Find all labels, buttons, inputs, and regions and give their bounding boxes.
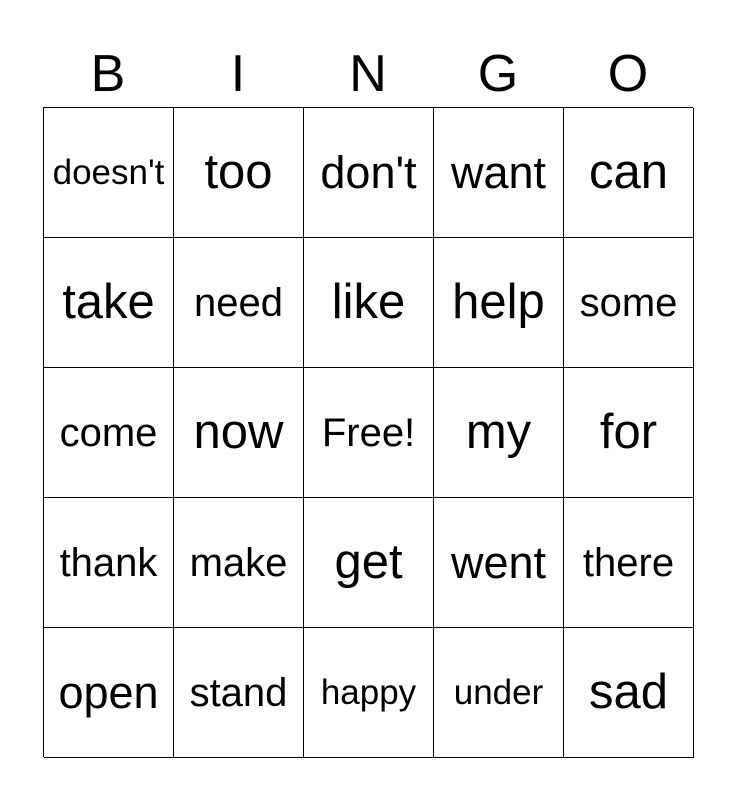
cell-word: can: [588, 145, 668, 199]
header-letter-n: N: [349, 45, 387, 103]
cell-word: my: [465, 405, 532, 459]
header-letter-b: B: [90, 45, 126, 103]
cell-word: like: [331, 275, 406, 329]
cell-word: under: [453, 673, 544, 712]
cell-word: sad: [588, 665, 668, 719]
free-space-label: Free!: [321, 410, 416, 455]
bingo-cell[interactable]: [434, 628, 564, 758]
cell-word: need: [194, 280, 283, 325]
bingo-cell[interactable]: [174, 628, 304, 758]
bingo-cell[interactable]: [174, 498, 304, 628]
cell-word: open: [58, 667, 159, 718]
bingo-cell[interactable]: [564, 498, 694, 628]
header-letter-g: G: [477, 45, 519, 103]
cell-word: come: [59, 410, 158, 455]
bingo-cell[interactable]: [44, 628, 174, 758]
cell-word: there: [582, 540, 675, 585]
bingo-cell[interactable]: [564, 368, 694, 498]
bingo-board: [43, 107, 693, 757]
cell-word: don't: [320, 147, 417, 198]
cell-word: take: [62, 275, 155, 329]
cell-word: want: [450, 147, 547, 198]
bingo-cell[interactable]: [434, 368, 564, 498]
header-letter-o: O: [607, 45, 649, 103]
cell-word: some: [579, 280, 678, 325]
bingo-cell[interactable]: [304, 628, 434, 758]
bingo-cell[interactable]: [304, 108, 434, 238]
header-letter-i: I: [230, 45, 246, 103]
cell-word: get: [334, 535, 403, 589]
bingo-cell[interactable]: [434, 238, 564, 368]
cell-word: too: [204, 145, 273, 199]
bingo-cell[interactable]: [304, 238, 434, 368]
bingo-cell[interactable]: [44, 238, 174, 368]
cell-word: happy: [320, 673, 417, 712]
cell-word: for: [599, 405, 658, 459]
bingo-cell[interactable]: [174, 238, 304, 368]
bingo-cell[interactable]: [44, 108, 174, 238]
free-space-cell[interactable]: [304, 368, 434, 498]
bingo-cell[interactable]: [44, 368, 174, 498]
cell-word: doesn't: [52, 153, 165, 192]
bingo-cell[interactable]: [174, 368, 304, 498]
bingo-cell[interactable]: [434, 498, 564, 628]
cell-word: make: [189, 540, 288, 585]
cell-word: stand: [189, 670, 288, 715]
bingo-cell[interactable]: [304, 498, 434, 628]
bingo-header: [43, 44, 693, 104]
cell-word: went: [450, 537, 547, 588]
cell-word: thank: [59, 540, 158, 585]
cell-word: now: [193, 405, 284, 459]
bingo-cell[interactable]: [174, 108, 304, 238]
bingo-cell[interactable]: [44, 498, 174, 628]
bingo-cell[interactable]: [434, 108, 564, 238]
bingo-cell[interactable]: [564, 108, 694, 238]
bingo-cell[interactable]: [564, 238, 694, 368]
bingo-cell[interactable]: [564, 628, 694, 758]
cell-word: help: [452, 275, 545, 329]
